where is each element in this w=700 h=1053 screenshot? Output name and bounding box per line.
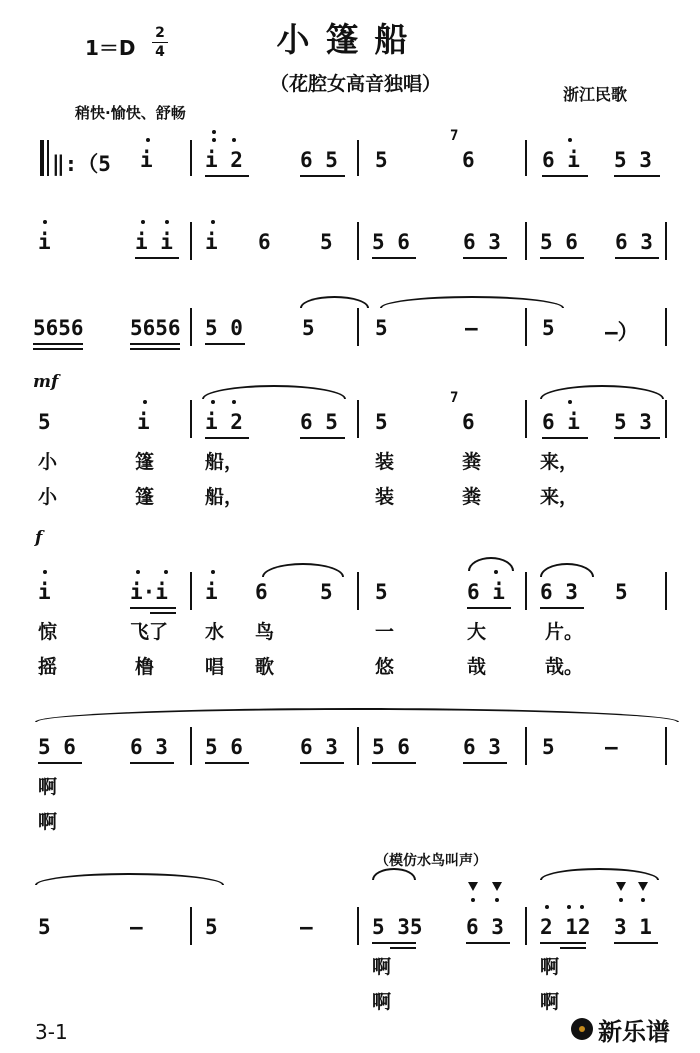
underline [614, 942, 658, 944]
note: 6 i [542, 148, 580, 172]
octave-dot [568, 400, 572, 404]
underline [540, 257, 584, 259]
underline [615, 257, 659, 259]
underline [463, 257, 507, 259]
lyric: 来， [540, 486, 579, 508]
octave-dot [568, 138, 572, 142]
lyric: 啊 [372, 991, 392, 1013]
note: 5 [542, 316, 555, 340]
octave-dot [580, 905, 584, 909]
octave-dot [165, 220, 169, 224]
slur [202, 385, 346, 399]
underline [540, 942, 586, 944]
lyric: 片。 [545, 621, 584, 643]
barline [190, 727, 192, 765]
note: 5 [375, 316, 388, 340]
lyric: 歌 [255, 656, 275, 678]
octave-dot [495, 898, 499, 902]
note: 5656 [130, 316, 181, 340]
lyric: 篷 [135, 451, 155, 473]
repeat-barline [40, 140, 44, 176]
underline [38, 762, 82, 764]
barline [525, 907, 527, 945]
underline [300, 175, 345, 177]
note: 5 6 [372, 735, 410, 759]
note: — [605, 735, 618, 759]
barline [190, 308, 192, 346]
tempo-marking: 稍快·愉快、舒畅 [75, 104, 186, 122]
slur [262, 563, 344, 577]
tie [35, 873, 224, 885]
underline [614, 437, 660, 439]
underline [560, 947, 586, 949]
octave-dot [212, 130, 216, 134]
note: 5 [38, 915, 51, 939]
page-number: 3-1 [35, 1020, 68, 1044]
note: 6 [462, 410, 475, 434]
underline [542, 175, 588, 177]
time-signature [152, 24, 168, 61]
barline [357, 727, 359, 765]
note: — [130, 915, 143, 939]
barline [665, 572, 667, 610]
underline [466, 942, 510, 944]
note: 6 3 [300, 735, 338, 759]
barline [190, 400, 192, 438]
barline [525, 400, 527, 438]
octave-dot [143, 400, 147, 404]
accent-mark [492, 882, 502, 891]
lyric: 一 [375, 621, 395, 643]
octave-dot [43, 570, 47, 574]
note: 6 [255, 580, 268, 604]
note: 5656 [33, 316, 84, 340]
note: 3 1 [614, 915, 652, 939]
octave-dot [43, 220, 47, 224]
note: i 2 [205, 148, 243, 172]
time-denominator: 4 [155, 44, 165, 60]
note: 6 3 [463, 230, 501, 254]
octave-dot [146, 138, 150, 142]
note: 5 [375, 580, 388, 604]
underline [205, 762, 249, 764]
slur [540, 868, 659, 880]
underline [463, 762, 507, 764]
underline [205, 437, 249, 439]
octave-dot [471, 898, 475, 902]
note: 5 3 [614, 410, 652, 434]
slur [540, 385, 664, 399]
barline [665, 727, 667, 765]
underline [150, 612, 176, 614]
barline [525, 222, 527, 260]
note: 6 [462, 148, 475, 172]
dynamic-mf: mf [33, 372, 59, 392]
barline [357, 308, 359, 346]
note: i [38, 230, 51, 254]
time-numerator: 2 [152, 24, 168, 43]
underline [135, 257, 179, 259]
lyric: 小 [38, 451, 58, 473]
barline [525, 308, 527, 346]
note: 5 6 [38, 735, 76, 759]
annotation: （模仿水鸟叫声） [375, 853, 487, 869]
lyric: 惊 [38, 621, 58, 643]
note: 6 [258, 230, 271, 254]
note: ‖:（5 [52, 152, 111, 176]
octave-dot [212, 138, 216, 142]
barline [357, 572, 359, 610]
note: i [140, 148, 153, 172]
note: 6 3 [466, 915, 504, 939]
underline [300, 437, 345, 439]
underline [542, 437, 588, 439]
lyric: 粪 [462, 486, 482, 508]
note: i 2 [205, 410, 243, 434]
note: 6 3 [615, 230, 653, 254]
barline [190, 572, 192, 610]
note: 2 12 [540, 915, 591, 939]
octave-dot [164, 570, 168, 574]
note: 5 6 [372, 230, 410, 254]
note: 5 [320, 580, 333, 604]
underline [540, 607, 584, 609]
accent-mark [616, 882, 626, 891]
barline [357, 140, 359, 176]
lyric: 哉。 [545, 656, 584, 678]
octave-dot [141, 220, 145, 224]
underline [614, 175, 660, 177]
note: 6 5 [300, 410, 338, 434]
underline [205, 175, 249, 177]
barline [665, 222, 667, 260]
barline [190, 140, 192, 176]
lyric: 船， [205, 486, 244, 508]
underline [372, 257, 416, 259]
lyric: 哉 [467, 656, 487, 678]
tie [300, 296, 369, 308]
underline [130, 343, 180, 345]
note: i [205, 580, 218, 604]
note: 6 3 [463, 735, 501, 759]
underline [33, 348, 83, 350]
barline [357, 400, 359, 438]
lyric: 橹 [135, 656, 155, 678]
barline [525, 727, 527, 765]
grace-note: 7 [450, 390, 459, 406]
barline [357, 907, 359, 945]
octave-dot [545, 905, 549, 909]
underline [467, 607, 511, 609]
barline [665, 400, 667, 438]
lyric: 摇 [38, 656, 58, 678]
lyric: 船， [205, 451, 244, 473]
note: 5 [615, 580, 628, 604]
octave-dot [232, 400, 236, 404]
accent-mark [468, 882, 478, 891]
long-slur [35, 708, 679, 722]
site-logo: 新乐谱 [598, 1018, 670, 1046]
note: 5 6 [205, 735, 243, 759]
lyric: 篷 [135, 486, 155, 508]
octave-dot [494, 570, 498, 574]
page-title: 小篷船 [276, 20, 424, 59]
lyric: 悠 [375, 656, 395, 678]
note: — [300, 915, 313, 939]
lyric: 啊 [38, 776, 58, 798]
note: 5 6 [540, 230, 578, 254]
note: i i [135, 230, 173, 254]
dynamic-f: f [35, 528, 43, 548]
origin-credit: 浙江民歌 [563, 85, 628, 104]
note: —） [605, 320, 639, 344]
note: i [137, 410, 150, 434]
lyric: 唱 [205, 656, 225, 678]
note: 6 i [467, 580, 505, 604]
note: 5 [38, 410, 51, 434]
barline [357, 222, 359, 260]
octave-dot [232, 138, 236, 142]
octave-dot [211, 400, 215, 404]
note: 6 i [542, 410, 580, 434]
octave-dot [567, 905, 571, 909]
underline [205, 343, 245, 345]
octave-dot [211, 570, 215, 574]
barline [525, 572, 527, 610]
lyric: 大 [467, 621, 487, 643]
grace-note: 7 [450, 128, 459, 144]
subtitle: （花腔女高音独唱） [270, 73, 442, 95]
barline [665, 308, 667, 346]
lyric: 飞了 [130, 621, 169, 643]
note: i·i [130, 580, 168, 604]
lyric: 啊 [372, 956, 392, 978]
barline [525, 140, 527, 176]
octave-dot [211, 220, 215, 224]
lyric: 啊 [540, 991, 560, 1013]
barline [190, 907, 192, 945]
lyric: 装 [375, 451, 395, 473]
note: 5 [375, 148, 388, 172]
underline [372, 762, 416, 764]
note: 5 [205, 915, 218, 939]
slur [540, 563, 594, 577]
lyric: 啊 [38, 811, 58, 833]
barline [190, 222, 192, 260]
lyric: 小 [38, 486, 58, 508]
note: 5 [320, 230, 333, 254]
note: 6 3 [130, 735, 168, 759]
underline [33, 343, 83, 345]
underline [390, 947, 416, 949]
note: 6 5 [300, 148, 338, 172]
note: 5 0 [205, 316, 243, 340]
underline [130, 762, 174, 764]
barline [47, 140, 49, 176]
accent-mark [638, 882, 648, 891]
lyric: 啊 [540, 956, 560, 978]
underline [130, 607, 176, 609]
underline [300, 762, 344, 764]
octave-dot [136, 570, 140, 574]
music-disc-icon [571, 1018, 593, 1040]
lyric: 鸟 [255, 621, 275, 643]
lyric: 水 [205, 621, 225, 643]
lyric: 粪 [462, 451, 482, 473]
slur [468, 557, 514, 571]
underline [372, 942, 416, 944]
note: 5 35 [372, 915, 423, 939]
note: 5 [542, 735, 555, 759]
key-signature: 1＝D [85, 36, 136, 60]
note: 5 [375, 410, 388, 434]
tie [380, 296, 564, 308]
octave-dot [619, 898, 623, 902]
note: i [38, 580, 51, 604]
octave-dot [641, 898, 645, 902]
note: i [205, 230, 218, 254]
note: 5 [302, 316, 315, 340]
lyric: 来， [540, 451, 579, 473]
underline [130, 348, 180, 350]
note: 5 3 [614, 148, 652, 172]
lyric: 装 [375, 486, 395, 508]
note: 6 3 [540, 580, 578, 604]
note: — [465, 316, 478, 340]
